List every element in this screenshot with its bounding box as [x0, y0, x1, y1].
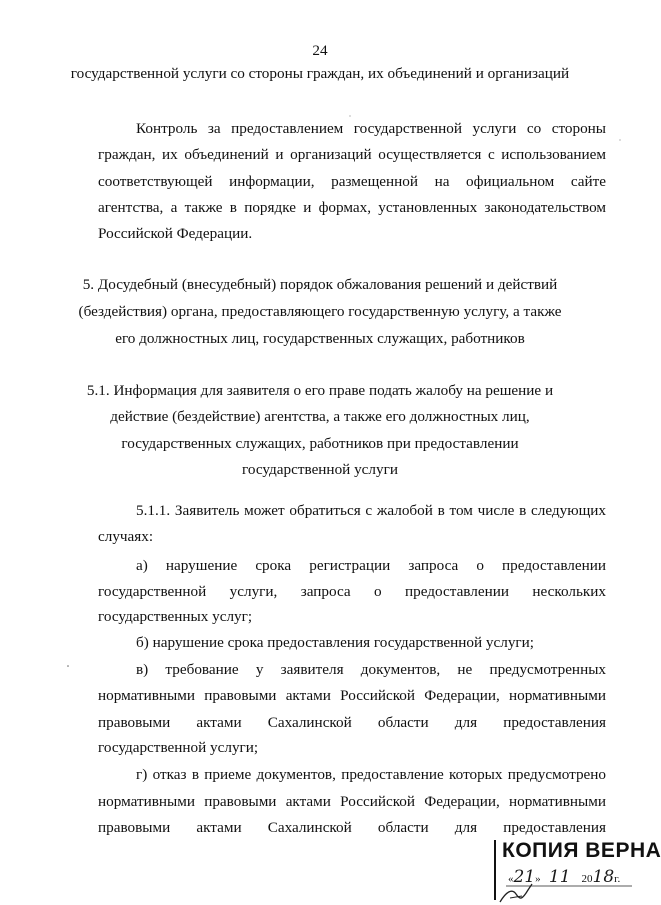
list-item-a: государственной услуги, запроса о предоставлении нескольких [98, 583, 606, 600]
list-item-v: в) требование у заявителя документов, не предусмотренных [136, 661, 606, 678]
list-item-v: государственной услуги; [98, 739, 259, 756]
section-heading: 5. Досудебный (внесудебный) порядок обжалования решений и действий [82, 276, 558, 293]
section-heading: его должностных лиц, государственных служащих, работников [115, 330, 525, 347]
subsection-heading: государственных служащих, работников при предоставлении [121, 435, 519, 452]
list-item-a: а) нарушение срока регистрации запроса о предоставлении [136, 557, 606, 574]
list-item-v: правовыми актами Сахалинской области для предоставления [98, 714, 606, 731]
paragraph-line: случаях: [98, 528, 154, 545]
paragraph-line: Контроль за предоставлением государственной услуги со стороны [136, 120, 606, 137]
stamp-month: 11 [548, 867, 571, 887]
list-item-a: государственных услуг; [98, 608, 253, 625]
heading-continuation: государственной услуги со стороны граждан, их объединений и организаций [70, 65, 570, 82]
paragraph-line: соответствующей информации, размещенной на официальном сайте [98, 173, 606, 190]
subsection-heading: действие (бездействие) агентства, а также его должностных лиц, [110, 408, 530, 425]
page-number: 24 [312, 42, 328, 59]
paragraph-line: Российской Федерации. [98, 225, 253, 242]
list-item-g: нормативными правовыми актами Российской Федерации, нормативными [98, 793, 606, 810]
stamp-year: 18 [592, 867, 615, 887]
paragraph-line: граждан, их объединений и организаций осуществляется с использованием [98, 146, 606, 163]
list-item-v: нормативными правовыми актами Российской Федерации, нормативными [98, 687, 606, 704]
list-item-g: правовыми актами Сахалинской области для предоставления [98, 819, 606, 836]
subsection-heading: государственной услуги [242, 461, 398, 478]
list-item-b: б) нарушение срока предоставления государственной услуги; [136, 634, 534, 651]
paragraph-line: агентства, а также в порядке и формах, установленных законодательством [98, 199, 606, 216]
section-heading: (бездействия) органа, предоставляющего государственную услугу, а также [78, 303, 562, 320]
stamp-day: 21 [513, 867, 536, 887]
stamp-title: КОПИЯ ВЕРНА [502, 839, 661, 862]
stamp-date: «21» 11 2018г. [508, 867, 621, 887]
list-item-g: г) отказ в приеме документов, предоставление которых предусмотрено [136, 766, 606, 783]
paragraph-line: 5.1.1. Заявитель может обратиться с жалобой в том числе в следующих [136, 502, 606, 519]
subsection-heading: 5.1. Информация для заявителя о его праве подать жалобу на решение и [86, 382, 554, 399]
